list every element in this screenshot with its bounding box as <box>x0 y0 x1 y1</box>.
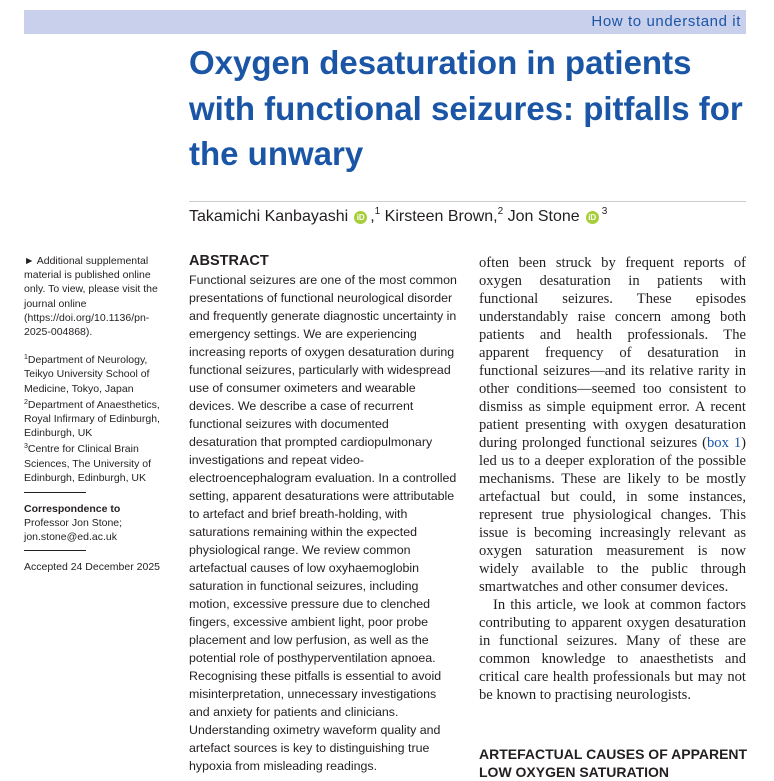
abstract <box>189 253 457 775</box>
sidebar <box>24 254 164 574</box>
correspondence-email[interactable]: jon.stone@ed.ac.uk <box>24 531 117 544</box>
author-name[interactable]: Jon Stone <box>507 208 580 225</box>
correspondence-heading: Correspondence to <box>24 503 121 516</box>
article-title: Oxygen desaturation in patients with functional seizures: pitfalls for the unwary <box>189 44 743 172</box>
author-name[interactable]: Kirsteen Brown, <box>384 208 498 225</box>
correspondence-name: Professor Jon Stone; <box>24 517 123 530</box>
affiliation-marker: 1 <box>374 206 381 217</box>
sidebar-divider <box>24 492 86 493</box>
author-name[interactable]: Takamichi Kanbayashi <box>189 208 349 225</box>
affiliation-marker: 2 <box>497 206 504 217</box>
box-1-link[interactable]: box 1 <box>707 435 742 451</box>
orcid-icon[interactable]: iD <box>354 211 367 224</box>
accepted-date: Accepted 24 December 2025 <box>24 560 161 573</box>
affiliation-marker: 3 <box>601 206 608 217</box>
body-paragraph: often been struck by frequent reports of oxygen desaturation in patients with functional seizures. These episodes understandably raise concern among both patients and health professionals. The apparent frequency of desaturation in functional seizures—and its relative rarity in other conditions—seemed too consistent to dismiss as simple equipment error. A recent patient presenting with oxygen desaturation during prolonged functional seizures (box 1) led us to a deeper exploration of the possible mechanisms. These are likely to be mostly artefactual but could, in some instances, represent true physiological changes. This issue is becoming increasingly relevant as oxygen saturation measurement is now widely available to the public through smartwatches and other consumer devices. <box>479 255 746 595</box>
body-text <box>479 254 746 704</box>
supplemental-note: ► Additional supplemental material is published online only. To view, please visit the journal online (https://doi.org/10.1136/pn-2025-004868). <box>24 255 158 339</box>
orcid-icon[interactable]: iD <box>586 211 599 224</box>
section-heading: ARTEFACTUAL CAUSES OF APPARENT LOW OXYGEN SATURATION <box>479 746 748 780</box>
abstract-text: Functional seizures are one of the most common presentations of functional neurological disorder and frequently generate diagnostic uncertainty in emergency settings. We are experiencing increasing reports of oxygen desaturation during functional seizures, particularly with widespread use of consumer oximeters and wearable devices. We describe a case of recurrent functional seizures with documented desaturation that prompted cardiopulmonary investigations and repeat video-electroencephalogram evaluation. In a controlled setting, apparent desaturations were attributable to artefact and brief breath-holding, with saturations remaining within the expected physiological range. We review common artefactual causes of low oxyhaemoglobin saturation in functional seizures, including motion, excessive pressure due to clenched fingers, excessive ambient light, poor probe placement and low perfusion, as well as the potential role of posthyperventilation apnoea. Recognising these pitfalls is essential to avoid misinterpretation, unnecessary investigations and anxiety for patients and clinicians. Understanding oximetry waveform quality and artefact sources is key to distinguishing true hypoxia from misleading readings. <box>189 273 457 773</box>
section-label: How to understand it <box>591 13 741 30</box>
body-paragraph: In this article, we look at common factors contributing to apparent oxygen desaturation in functional seizures. Many of these are common knowledge to anaesthetists and critical care health professionals but may not be known to practising neurologists. <box>479 597 746 703</box>
sidebar-divider <box>24 550 86 551</box>
affiliation-1: $^1$Department of Neurology, Teikyo University School of Medicine, Tokyo, Japan <box>24 354 150 395</box>
section-banner <box>24 10 746 34</box>
abstract-heading: ABSTRACT <box>189 253 269 269</box>
title-divider <box>189 201 746 202</box>
affiliation-2: $^2$Department of Anaesthetics, Royal Infirmary of Edinburgh, Edinburgh, UK <box>24 398 160 440</box>
author-list: Takamichi Kanbayashi iD ,$^1$ Kirsteen Brown,$^2$ Jon Stone $iD^3$ <box>189 206 608 225</box>
affiliation-3: $^3$Centre for Clinical Brain Sciences, The University of Edinburgh, Edinburgh, UK <box>24 443 152 484</box>
